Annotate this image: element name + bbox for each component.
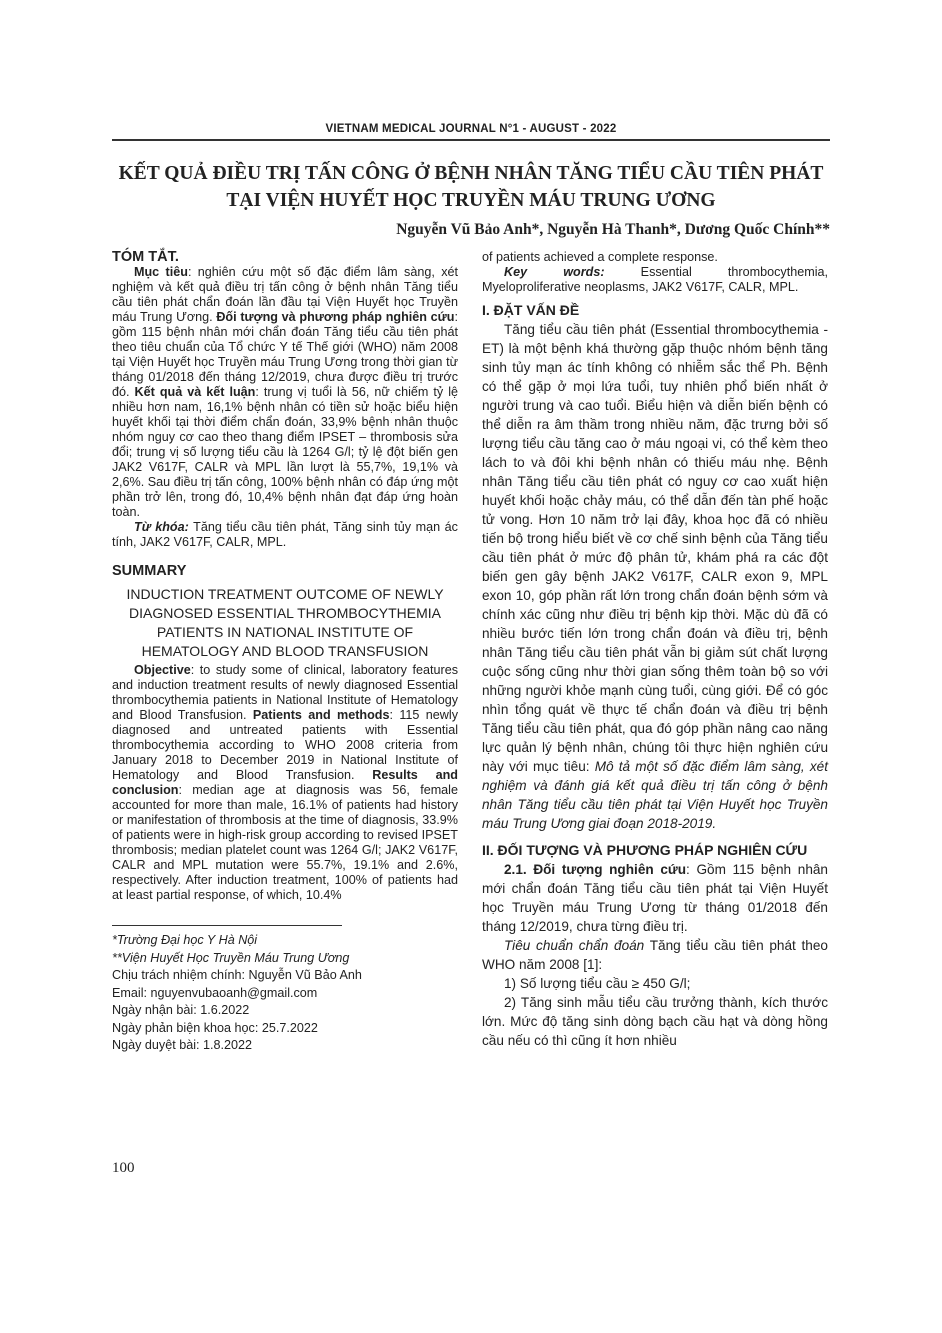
summary-methods-label: Patients and methods: [252, 708, 390, 722]
criteria-item-2: 2) Tăng sinh mẫu tiểu cầu trưởng thành, kích thước lớn. Mức độ tăng sinh dòng bạch cầu hạt và dòng hồng cầu nếu có thì cũng ít hơn nhiều: [482, 995, 828, 1048]
criteria-item-1: 1) Số lượng tiểu cầu ≥ 450 G/l;: [504, 976, 691, 991]
summary-objective-text: : to study some of clinical, laboratory features and induction treatment results of newly diagnosed Essential thrombocythemia patients in National Institute of Hematology and Blood Transfusion.: [112, 663, 458, 722]
abstract-methods-text: : gồm 115 bệnh nhân mới chẩn đoán Tăng tiểu cầu tiên phát theo tiêu chuẩn của Tổ chức Y tế Thế giới (WHO) năm 2008 tại Viện Huyết học Truyền máu Trung Ương trong thời gian từ tháng 01/2018 đến tháng 12/2019, chưa được điều trị trước đó.: [112, 310, 458, 399]
right-column: [482, 250, 828, 1050]
summary-title: INDUCTION TREATMENT OUTCOME OF NEWLY DIAGNOSED ESSENTIAL THROMBOCYTHEMIA PATIENTS IN NATIONAL INSTITUTE OF HEMATOLOGY AND BLOOD TRANSFUSION: [126, 586, 444, 659]
affiliation-2: **Viện Huyết Học Truyền Máu Trung Ương: [112, 950, 350, 965]
section2-criteria: [482, 936, 828, 974]
section2-criteria-text: Tăng tiểu cầu tiên phát theo WHO năm 2008 [1]:: [482, 938, 828, 972]
summary-results-label: Results and conclusion: [112, 768, 458, 797]
abstract-objective: [112, 265, 458, 520]
section2-subjects: [482, 860, 828, 936]
abstract-heading: TÓM TẮT.: [112, 249, 179, 265]
section1-body: Tăng tiểu cầu tiên phát (Essential thrombocythemia - ET) là một bệnh khá thường gặp thuộc nhóm bệnh tăng sinh tủy mạn ác tính không có nhiễm sắc thể Ph. Bệnh có thể gặp ở mọi lứa tuổi, tuy nhiên phổ biến nhất ở người trung và cao tuổi. Biểu hiện và diễn biến bệnh có thể diễn ra âm thầm trong nhiều năm, đặc trưng bởi số lượng tiểu cầu tăng cao ở máu ngoại vi, có thể kèm theo lách to và đôi khi bệnh nhân có thiếu máu nhẹ. Bệnh nhân Tăng tiểu cầu tiên phát có nguy cơ cao xuất hiện huyết khối hoặc chảy máu, có thể dẫn đến tàn phế hoặc tử vong. Hơn 10 năm trở lại đây, khoa học đã có nhiều tiến bộ trong hiểu biết về cơ chế sinh bệnh của Tăng tiểu cầu tiên phát ở mức độ phân tử, khám phá ra các đột biến gen gây bệnh JAK2 V617F, CALR exon 9, MPL exon 10, góp phần rất lớn trong chẩn đoán bệnh sớm và chính xác cũng như điều trị bệnh kịp thời. Mặc dù đã có nhiều bước tiến lớn trong chẩn đoán và điều trị, bệnh nhân Tăng tiểu cầu tiên phát vẫn bị giảm sút chất lượng cuộc sống cũng như thời gian sống thêm toàn bộ so với những người khỏe mạnh cùng tuổi, cùng giới. Để có góc nhìn tổng quát về thực tế chẩn đoán và điều trị bệnh Tăng tiểu cầu tiên phát, qua đó góp phần nâng cao năng lực quản lý bệnh nhân, chúng tôi thực hiện nghiên cứu này với mục tiêu:: [482, 322, 828, 774]
summary-body: [112, 663, 458, 903]
summary-heading: SUMMARY: [112, 563, 187, 579]
left-column: [112, 250, 458, 1055]
abstract-keywords-label: Từ khóa:: [134, 520, 189, 534]
section1-text: [482, 320, 828, 833]
summary-methods-text: : 115 newly diagnosed and untreated patients with Essential thrombocythemia according to WHO 2008 criteria from January 2018 to December 2019 in National Institute of Hematology and Blood Transfusion.: [112, 708, 458, 782]
section2-heading: II. ĐỐI TƯỢNG VÀ PHƯƠNG PHÁP NGHIÊN CỨU: [482, 842, 808, 858]
abstract-objective-text: : nghiên cứu một số đặc điểm lâm sàng, xét nghiệm và kết quả điều trị tấn công ở bệnh nhân Tăng tiểu cầu tiên phát chẩn đoán lần đầu tại Viện Huyết học Truyền máu Trung Ương.: [112, 265, 458, 324]
summary-keywords-text: Essential thrombocythemia, Myeloproliferative neoplasms, JAK2 V617F, CALR, MPL.: [482, 265, 828, 294]
responsible-author: Chịu trách nhiệm chính: Nguyễn Vũ Bảo Anh: [112, 968, 362, 982]
section2-criteria-label: Tiêu chuẩn chẩn đoán: [504, 938, 645, 953]
email: Email: nguyenvubaoanh@gmail.com: [112, 985, 318, 1000]
review-date: Ngày phản biện khoa học: 25.7.2022: [112, 1020, 318, 1035]
affiliation-1: *Trường Đại học Y Hà Nội: [112, 933, 258, 947]
abstract-objective-label: Mục tiêu: [134, 265, 188, 279]
section1-heading: I. ĐẶT VẤN ĐỀ: [482, 302, 580, 318]
abstract-methods-label: Đối tượng và phương pháp nghiên cứu: [216, 310, 455, 324]
authors: Nguyễn Vũ Bảo Anh*, Nguyễn Hà Thanh*, Dương Quốc Chính**: [396, 221, 830, 238]
summary-keywords-label: Key words:: [504, 265, 605, 279]
abstract-results-text: : trung vị tuổi là 56, nữ chiếm tỷ lệ nhiều hơn nam, 16,1% bệnh nhân có tiền sử hoặc biểu hiện huyết khối tại thời điểm chẩn đoán, 33,9% bệnh nhân thuộc nhóm nguy cơ cao theo thang điểm IPSET – thrombosis sửa đổi; trung vị số lượng tiểu cầu là 1264 G/l; tỷ lệ đột biến gen JAK2 V617F, CALR và MPL lần lượt là 55,7%, 19,1% và 2,6%. Sau điều trị tấn công, 100% bệnh nhân có đáp ứng một phần trở lên, trong đó, 10,4% bệnh nhân đạt đáp ứng hoàn toàn.: [112, 385, 458, 519]
summary-objective-label: Objective: [134, 663, 191, 677]
section2-subjects-text: : Gồm 115 bệnh nhân mới chẩn đoán Tăng tiểu cầu tiên phát tại Viện Huyết học Truyền máu Trung Ương từ tháng 01/2018 đến tháng 12/2019, chưa từng điều trị.: [482, 862, 828, 934]
abstract-results-label: Kết quả và kết luận: [134, 385, 256, 399]
received-date: Ngày nhận bài: 1.6.2022: [112, 1003, 250, 1017]
approval-date: Ngày duyệt bài: 1.8.2022: [112, 1038, 253, 1052]
summary-keywords: [482, 265, 828, 295]
footnote-rule: [112, 925, 342, 926]
header-rule: [112, 139, 830, 141]
right-body: [482, 303, 828, 1050]
section1-objective: Mô tả một số đặc điểm lâm sàng, xét nghiệm và đánh giá kết quả điều trị tấn công ở bệnh nhân Tăng tiểu cầu tiên phát tại Viện Huyết học Truyền máu Trung Ương giai đoạn 2018-2019.: [482, 759, 828, 831]
summary-results-text: : median age at diagnosis was 56, female accounted for more than male, 16.1% of patients had history or manifestation of thrombosis at the time of diagnosis, 33.9% of patients were in high-risk group according to revised IPSET thrombosis; median platelet count was 1264 G/l; JAK2 V617F, CALR and MPL mutation were 55.7%, 19.1% and 2.6%, respectively. After induction treatment, 100% of patients had at least partial response, of which, 10.4%: [112, 783, 458, 902]
abstract-keywords: [112, 520, 458, 550]
footnotes: [112, 932, 458, 1055]
article-title: KẾT QUẢ ĐIỀU TRỊ TẤN CÔNG Ở BỆNH NHÂN TĂNG TIỂU CẦU TIÊN PHÁT TẠI VIỆN HUYẾT HỌC TRUYỀN MÁU TRUNG ƯƠNG: [118, 163, 824, 211]
page-number: 100: [112, 1160, 135, 1176]
abstract-keywords-text: Tăng tiểu cầu tiên phát, Tăng sinh tủy mạn ác tính, JAK2 V617F, CALR, MPL.: [112, 520, 458, 549]
section2-subjects-label: 2.1. Đối tượng nghiên cứu: [504, 862, 687, 877]
journal-header: VIETNAM MEDICAL JOURNAL N°1 - AUGUST - 2022: [325, 123, 617, 135]
summary-continuation: of patients achieved a complete response.: [482, 250, 718, 264]
